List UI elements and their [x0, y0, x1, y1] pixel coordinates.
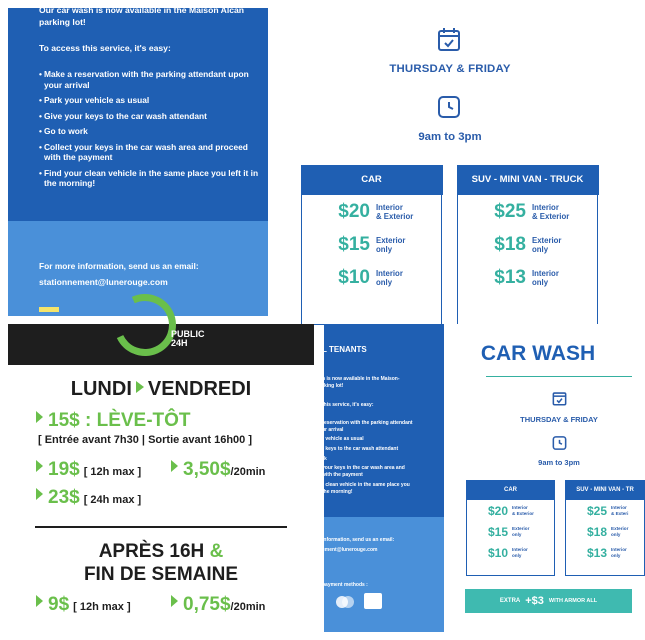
- flyer-email: ement@lunerouge.com: [322, 547, 378, 553]
- price-row: $18 Exterior only: [586, 524, 629, 539]
- flyer-hours: 9am to 3pm: [538, 458, 580, 467]
- price-row: [458, 195, 597, 228]
- arrow-right-icon: [136, 381, 144, 393]
- evening-weekend-title: APRÈS 16H & FIN DE SEMAINE: [83, 541, 239, 585]
- schedule-hours: 9am to 3pm: [418, 131, 482, 143]
- price-description: Interior & Exterior: [376, 202, 414, 221]
- price-description: Exterior only: [376, 235, 406, 254]
- rate-20min: 3,50$/20min: [171, 459, 265, 481]
- price-row: $10 Interior only: [487, 545, 528, 560]
- flyer-line: ur arrival: [322, 427, 344, 433]
- evening-rate-12h: 9$ [ 12h max ]: [36, 594, 131, 616]
- flyer-line: reservation with the parking attendant: [322, 420, 413, 426]
- flyer-line: r keys to the car wash attendant: [322, 446, 399, 452]
- logo-text: PUBLIC 24H: [171, 329, 205, 348]
- rate-24h: 23$ [ 24h max ]: [36, 487, 141, 509]
- triangle-bullet-icon: [171, 460, 178, 472]
- price-amount: $15: [338, 233, 370, 255]
- payment-methods-label: payment methods :: [322, 582, 368, 588]
- flyer-line: r vehicle as usual: [322, 436, 364, 442]
- accent-bar: [39, 307, 59, 312]
- early-bird-rate: 15$ : LÈVE-TÔT: [36, 410, 191, 432]
- triangle-bullet-icon: [36, 411, 43, 423]
- price-row: [458, 261, 597, 294]
- price-card-title: SUV - MINI VAN - TR: [565, 480, 645, 500]
- car-price-card: [301, 165, 442, 325]
- price-amount: $18: [494, 233, 526, 255]
- price-amount: $10: [338, 266, 370, 288]
- price-amount: $20: [338, 200, 370, 222]
- title-rule: [486, 376, 632, 377]
- price-row: $13 Interior only: [586, 545, 627, 560]
- service-info-panel: [8, 5, 268, 316]
- price-amount: $13: [494, 266, 526, 288]
- price-row: $15 Exterior only: [487, 524, 530, 539]
- flyer-title: CAR WASH: [480, 342, 596, 365]
- price-card-title: CAR: [301, 165, 443, 195]
- extra-option-banner: EXTRA +$3 WITH ARMOR ALL: [465, 589, 632, 613]
- parking-rates-sign: [8, 324, 314, 632]
- flyer-left-footer: [324, 517, 444, 632]
- contact-email-link[interactable]: stationnement@lunerouge.com: [39, 277, 168, 287]
- flyer-car-card: [466, 480, 555, 576]
- flyer-suv-card: [565, 480, 645, 576]
- flyer-line: with the payment: [322, 472, 363, 478]
- price-card-title: CAR: [466, 480, 555, 500]
- rate-12h: 19$ [ 12h max ]: [36, 459, 141, 481]
- price-row: $20 Interior & Exterior: [487, 503, 534, 518]
- evening-rate-20min: 0,75$/20min: [171, 594, 265, 616]
- price-row: [302, 261, 441, 294]
- flyer-left-panel: [324, 324, 444, 632]
- schedule-days: THURSDAY & FRIDAY: [389, 63, 511, 75]
- flyer-line: h is now available in the Maison-: [322, 376, 400, 382]
- triangle-bullet-icon: [36, 488, 43, 500]
- sign-header: [8, 324, 314, 365]
- list-item: • Give your keys to the car wash attendant: [39, 111, 261, 122]
- weekday-title: LUNDI VENDREDI: [70, 378, 252, 400]
- price-description: Interior only: [532, 268, 559, 287]
- payment-card-icon: [364, 593, 382, 609]
- flyer-line: this service, it's easy:: [322, 402, 374, 408]
- calendar-check-icon: [552, 390, 567, 406]
- list-item: • Go to work: [39, 126, 261, 137]
- list-item: • Make a reservation with the parking attendant upon your arrival: [39, 69, 261, 90]
- triangle-bullet-icon: [36, 595, 43, 607]
- triangle-bullet-icon: [171, 595, 178, 607]
- price-amount: $25: [494, 200, 526, 222]
- price-card-title: SUV - MINI VAN - TRUCK: [457, 165, 599, 195]
- tenants-heading: L TENANTS: [322, 345, 367, 354]
- flyer-right-panel: [444, 324, 632, 632]
- flyer-info-text: information, send us an email:: [322, 537, 395, 543]
- divider: [35, 526, 287, 528]
- flyer-line: your keys in the car wash area and: [322, 465, 405, 471]
- flyer-line: rking lot!: [322, 383, 344, 389]
- flyer-line: r clean vehicle in the same place you: [322, 482, 410, 488]
- list-item: • Park your vehicle as usual: [39, 95, 261, 106]
- flyer-line: the morning!: [322, 489, 353, 495]
- access-text: To access this service, it's easy:: [39, 43, 171, 53]
- steps-list: [39, 69, 261, 194]
- schedule-pricing-panel: [268, 8, 632, 316]
- flyer-line: rk: [322, 456, 327, 462]
- price-row: [458, 228, 597, 261]
- price-description: Interior only: [376, 268, 403, 287]
- suv-price-card: [457, 165, 598, 325]
- price-row: [302, 195, 441, 228]
- mastercard-icon: [333, 595, 357, 609]
- car-wash-flyer: [324, 324, 632, 632]
- price-description: Interior & Exterior: [532, 202, 570, 221]
- more-info-text: For more information, send us an email:: [39, 261, 199, 271]
- triangle-bullet-icon: [36, 460, 43, 472]
- price-description: Exterior only: [532, 235, 562, 254]
- clock-icon: [437, 94, 461, 120]
- price-row: $25 Interior & Exteri: [586, 503, 629, 518]
- flyer-days: THURSDAY & FRIDAY: [520, 415, 598, 424]
- calendar-check-icon: [437, 26, 461, 52]
- price-row: [302, 228, 441, 261]
- list-item: • Find your clean vehicle in the same place you left it in the morning!: [39, 168, 261, 189]
- list-item: • Collect your keys in the car wash area and proceed with the payment: [39, 142, 261, 163]
- intro-text: Our car wash is now available in the Maison Alcan parking lot!: [39, 5, 245, 27]
- clock-icon: [552, 435, 567, 451]
- early-bird-note: [ Entrée avant 7h30 | Sortie avant 16h00 ]: [38, 434, 252, 446]
